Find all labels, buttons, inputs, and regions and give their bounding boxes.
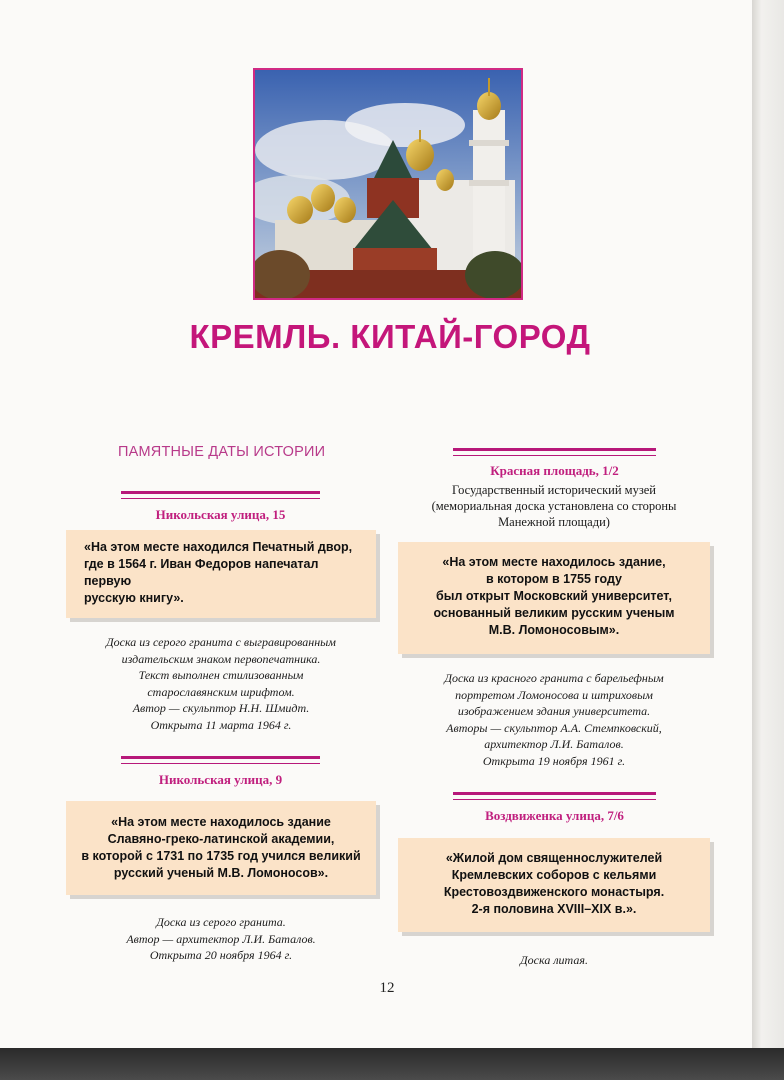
description-line: Доска из серого гранита с выгравированным	[106, 635, 336, 649]
description-line: Открыта 11 марта 1964 г.	[150, 717, 292, 732]
plaque-line: «На этом месте находилось здание	[111, 815, 331, 829]
divider-rule	[121, 491, 320, 499]
plaque-line: М.В. Ломоносовым».	[488, 623, 620, 637]
plaque-line: основанный великим русским ученым	[433, 606, 675, 620]
plaque-line: русскую книгу».	[84, 591, 184, 605]
plaque-line: был открыт Московский университет,	[436, 589, 672, 603]
location-line: Государственный исторический музей	[451, 483, 656, 497]
plaque-description	[66, 914, 376, 964]
page-edge	[752, 0, 784, 1048]
description-line: Открыта 19 ноября 1961 г.	[482, 753, 626, 768]
description-line: Автор — архитектор Л.И. Баталов.	[126, 931, 316, 946]
plaque-line: 2-я половина XVIII–XIX в.».	[471, 902, 637, 916]
description-line: Открыта 20 ноября 1964 г.	[149, 948, 293, 963]
plaque-line: «На этом месте находилось здание,	[442, 555, 666, 569]
plaque-text	[398, 542, 710, 654]
description-line: изображением здания университета.	[457, 704, 651, 719]
plaque-line: в которой с 1731 по 1735 год учился великий	[81, 849, 361, 863]
description-line: издательским знаком первопечатника.	[121, 651, 321, 666]
address-heading: Никольская улица, 9	[158, 772, 283, 787]
plaque-line: где в 1564 г. Иван Федоров напечатал первую	[84, 557, 319, 588]
plaque-text	[66, 530, 376, 618]
plaque-line: Крестовоздвиженского монастыря.	[443, 885, 665, 899]
description-line: Автор — скульптор Н.Н. Шмидт.	[132, 701, 310, 716]
description-line: архитектор Л.И. Баталов.	[484, 737, 624, 752]
plaque-text	[66, 801, 376, 895]
plaque-line: Славяно-греко-латинской академии,	[107, 832, 335, 846]
address-heading: Воздвиженка улица, 7/6	[485, 808, 624, 823]
location-line: Манежной площади)	[498, 515, 610, 529]
divider-rule	[453, 792, 656, 800]
kremlin-photo	[253, 68, 523, 300]
divider-rule	[121, 756, 320, 764]
plaque-text	[398, 838, 710, 932]
page-title: КРЕМЛЬ. КИТАЙ-ГОРОД	[189, 318, 591, 355]
plaque-line: в котором в 1755 году	[486, 572, 622, 586]
plaque-line: русский ученый М.В. Ломоносов».	[113, 866, 329, 880]
plaque-description	[398, 670, 710, 770]
description-line: Авторы — скульптор А.А. Стемпковский,	[446, 720, 662, 735]
description-line: Текст выполнен стилизованным	[138, 668, 304, 683]
plaque-line: Кремлевских соборов с кельями	[451, 868, 657, 882]
address-heading: Красная площадь, 1/2	[490, 463, 619, 478]
plaque-line: «Жилой дом священнослужителей	[445, 851, 663, 865]
description-line: Доска из серого гранита.	[156, 915, 286, 929]
plaque-description	[398, 952, 710, 969]
plaque-description	[66, 634, 376, 734]
location-line: (мемориальная доска установлена со стороны	[431, 499, 677, 513]
description-line: портретом Ломоносова и штриховым	[455, 687, 653, 702]
kremlin-photo-icon	[255, 70, 521, 298]
plaque-line: «На этом месте находился Печатный двор,	[84, 540, 353, 554]
description-line: старославянским шрифтом.	[147, 684, 295, 699]
scan-bottom-edge	[0, 1048, 784, 1080]
section-heading: ПАМЯТНЫЕ ДАТЫ ИСТОРИИ	[118, 444, 326, 460]
location-note	[396, 482, 712, 530]
page-number: 12	[379, 980, 395, 996]
address-heading: Никольская улица, 15	[155, 507, 286, 522]
divider-rule	[453, 448, 656, 456]
description-line: Доска литая.	[520, 953, 588, 967]
description-line: Доска из красного гранита с барельефным	[444, 671, 664, 685]
